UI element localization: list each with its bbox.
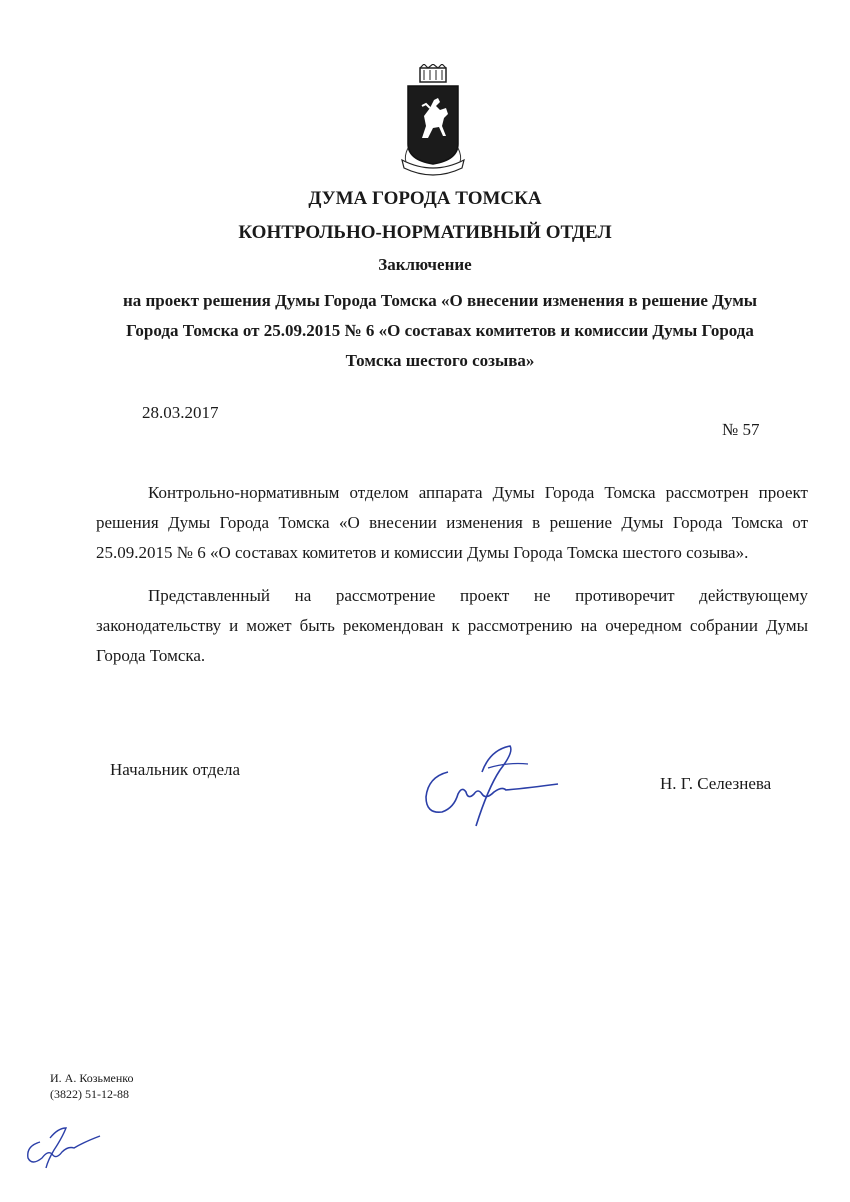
executor-phone: (3822) 51-12-88 xyxy=(50,1087,129,1101)
body-paragraph: Представленный на рассмотрение проект не противоречит действующему законодательству и может быть рекомендован к рассмотрению на очередном собрании Думы Города Томска. xyxy=(96,586,808,665)
body-paragraph: Контрольно-нормативным отделом аппарата Думы Города Томска рассмотрен проект решения Думы Города Томска «О внесении изменения в решение Думы Города Томска от 25.09.2015 № 6 «О составах комитетов и комиссии Думы Города Томска шестого созыва». xyxy=(96,483,808,562)
department-title: КОНТРОЛЬНО-НОРМАТИВНЫЙ ОТДЕЛ xyxy=(238,222,612,243)
signer-role: Начальник отдела xyxy=(110,760,241,779)
document-number: № 57 xyxy=(722,420,760,439)
handwritten-initials xyxy=(22,1124,102,1170)
organization-title: ДУМА ГОРОДА ТОМСКА xyxy=(308,188,542,209)
document-type: Заключение xyxy=(378,255,472,274)
executor-block xyxy=(50,1070,134,1102)
document-date: 28.03.2017 xyxy=(142,403,219,422)
coat-of-arms-icon xyxy=(400,64,466,176)
executor-name: И. А. Козьменко xyxy=(50,1071,134,1085)
document-body xyxy=(96,478,808,684)
signer-name: Н. Г. Селезнева xyxy=(660,774,772,793)
document-subject: на проект решения Думы Города Томска «О внесении изменения в решение Думы Города Томска от 25.09.2015 № 6 «О составах комитетов и комиссии Думы Города Томска шестого созыва» xyxy=(122,291,758,370)
handwritten-signature xyxy=(418,742,568,832)
